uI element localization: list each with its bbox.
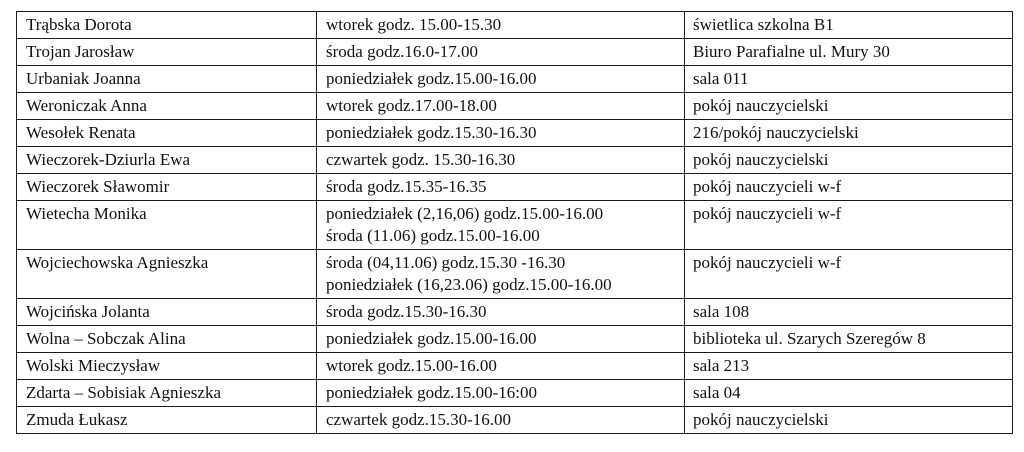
consultation-time-line: czwartek godz. 15.30-16.30 <box>326 150 516 169</box>
consultation-room-cell: Biuro Parafialne ul. Mury 30 <box>685 39 1013 66</box>
teacher-name-cell: Urbaniak Joanna <box>17 66 317 93</box>
table-row <box>17 93 1013 120</box>
table-row <box>17 407 1013 434</box>
table-row <box>17 174 1013 201</box>
consultation-time-cell <box>317 93 685 120</box>
consultation-room-cell: pokój nauczycielski <box>685 93 1013 120</box>
consultation-time-cell <box>317 39 685 66</box>
consultation-room-cell: sala 108 <box>685 299 1013 326</box>
consultation-room-cell: pokój nauczycieli w-f <box>685 250 1013 299</box>
teacher-name-cell: Trojan Jarosław <box>17 39 317 66</box>
consultation-time-line: środa godz.16.0-17.00 <box>326 42 479 61</box>
consultation-time-line: środa (11.06) godz.15.00-16.00 <box>326 226 540 245</box>
consultation-room-cell: pokój nauczycielski <box>685 147 1013 174</box>
consultation-time-cell <box>317 380 685 407</box>
consultation-room-cell: biblioteka ul. Szarych Szeregów 8 <box>685 326 1013 353</box>
schedule-table-body <box>17 12 1013 434</box>
teacher-name-cell: Wieczorek Sławomir <box>17 174 317 201</box>
table-row <box>17 299 1013 326</box>
consultation-time-cell <box>317 147 685 174</box>
consultation-time-cell <box>317 12 685 39</box>
table-row <box>17 12 1013 39</box>
consultation-room-cell: pokój nauczycielski <box>685 407 1013 434</box>
teacher-name-cell: Wojcińska Jolanta <box>17 299 317 326</box>
table-row <box>17 326 1013 353</box>
consultation-room-cell: pokój nauczycieli w-f <box>685 174 1013 201</box>
consultation-time-line: wtorek godz. 15.00-15.30 <box>326 15 502 34</box>
teacher-name-cell: Wolna – Sobczak Alina <box>17 326 317 353</box>
consultation-time-cell <box>317 353 685 380</box>
table-row <box>17 250 1013 299</box>
consultation-time-line: czwartek godz.15.30-16.00 <box>326 410 512 429</box>
teacher-name-cell: Zdarta – Sobisiak Agnieszka <box>17 380 317 407</box>
consultation-time-line: poniedziałek godz.15.00-16:00 <box>326 383 538 402</box>
consultation-room-cell: sala 04 <box>685 380 1013 407</box>
consultation-room-cell: sala 213 <box>685 353 1013 380</box>
table-row <box>17 39 1013 66</box>
teacher-name-cell: Wojciechowska Agnieszka <box>17 250 317 299</box>
teacher-name-cell: Trąbska Dorota <box>17 12 317 39</box>
consultation-time-cell <box>317 250 685 299</box>
consultation-time-cell <box>317 299 685 326</box>
teacher-name-cell: Weroniczak Anna <box>17 93 317 120</box>
consultation-time-cell <box>317 174 685 201</box>
table-row <box>17 353 1013 380</box>
teacher-name-cell: Wietecha Monika <box>17 201 317 250</box>
consultation-room-cell: 216/pokój nauczycielski <box>685 120 1013 147</box>
consultation-time-line: poniedziałek godz.15.00-16.00 <box>326 69 537 88</box>
consultation-schedule-table <box>16 11 1013 434</box>
table-row <box>17 66 1013 93</box>
consultation-time-cell <box>317 120 685 147</box>
teacher-name-cell: Wesołek Renata <box>17 120 317 147</box>
consultation-time-line: poniedziałek godz.15.30-16.30 <box>326 123 537 142</box>
table-row <box>17 120 1013 147</box>
consultation-time-cell <box>317 201 685 250</box>
consultation-time-line: poniedziałek godz.15.00-16.00 <box>326 329 537 348</box>
consultation-time-line: poniedziałek (2,16,06) godz.15.00-16.00 <box>326 204 604 223</box>
table-row <box>17 147 1013 174</box>
teacher-name-cell: Zmuda Łukasz <box>17 407 317 434</box>
consultation-room-cell: sala 011 <box>685 66 1013 93</box>
table-row <box>17 201 1013 250</box>
consultation-room-cell: świetlica szkolna B1 <box>685 12 1013 39</box>
teacher-name-cell: Wolski Mieczysław <box>17 353 317 380</box>
table-row <box>17 380 1013 407</box>
consultation-time-line: poniedziałek (16,23.06) godz.15.00-16.00 <box>326 275 612 294</box>
consultation-time-cell <box>317 66 685 93</box>
consultation-time-line: środa godz.15.30-16.30 <box>326 302 487 321</box>
consultation-time-line: środa (04,11.06) godz.15.30 -16.30 <box>326 253 566 272</box>
consultation-room-cell: pokój nauczycieli w-f <box>685 201 1013 250</box>
consultation-time-cell <box>317 326 685 353</box>
consultation-time-cell <box>317 407 685 434</box>
consultation-time-line: środa godz.15.35-16.35 <box>326 177 487 196</box>
consultation-time-line: wtorek godz.15.00-16.00 <box>326 356 497 375</box>
teacher-name-cell: Wieczorek-Dziurla Ewa <box>17 147 317 174</box>
document-page <box>16 11 1013 434</box>
consultation-time-line: wtorek godz.17.00-18.00 <box>326 96 497 115</box>
